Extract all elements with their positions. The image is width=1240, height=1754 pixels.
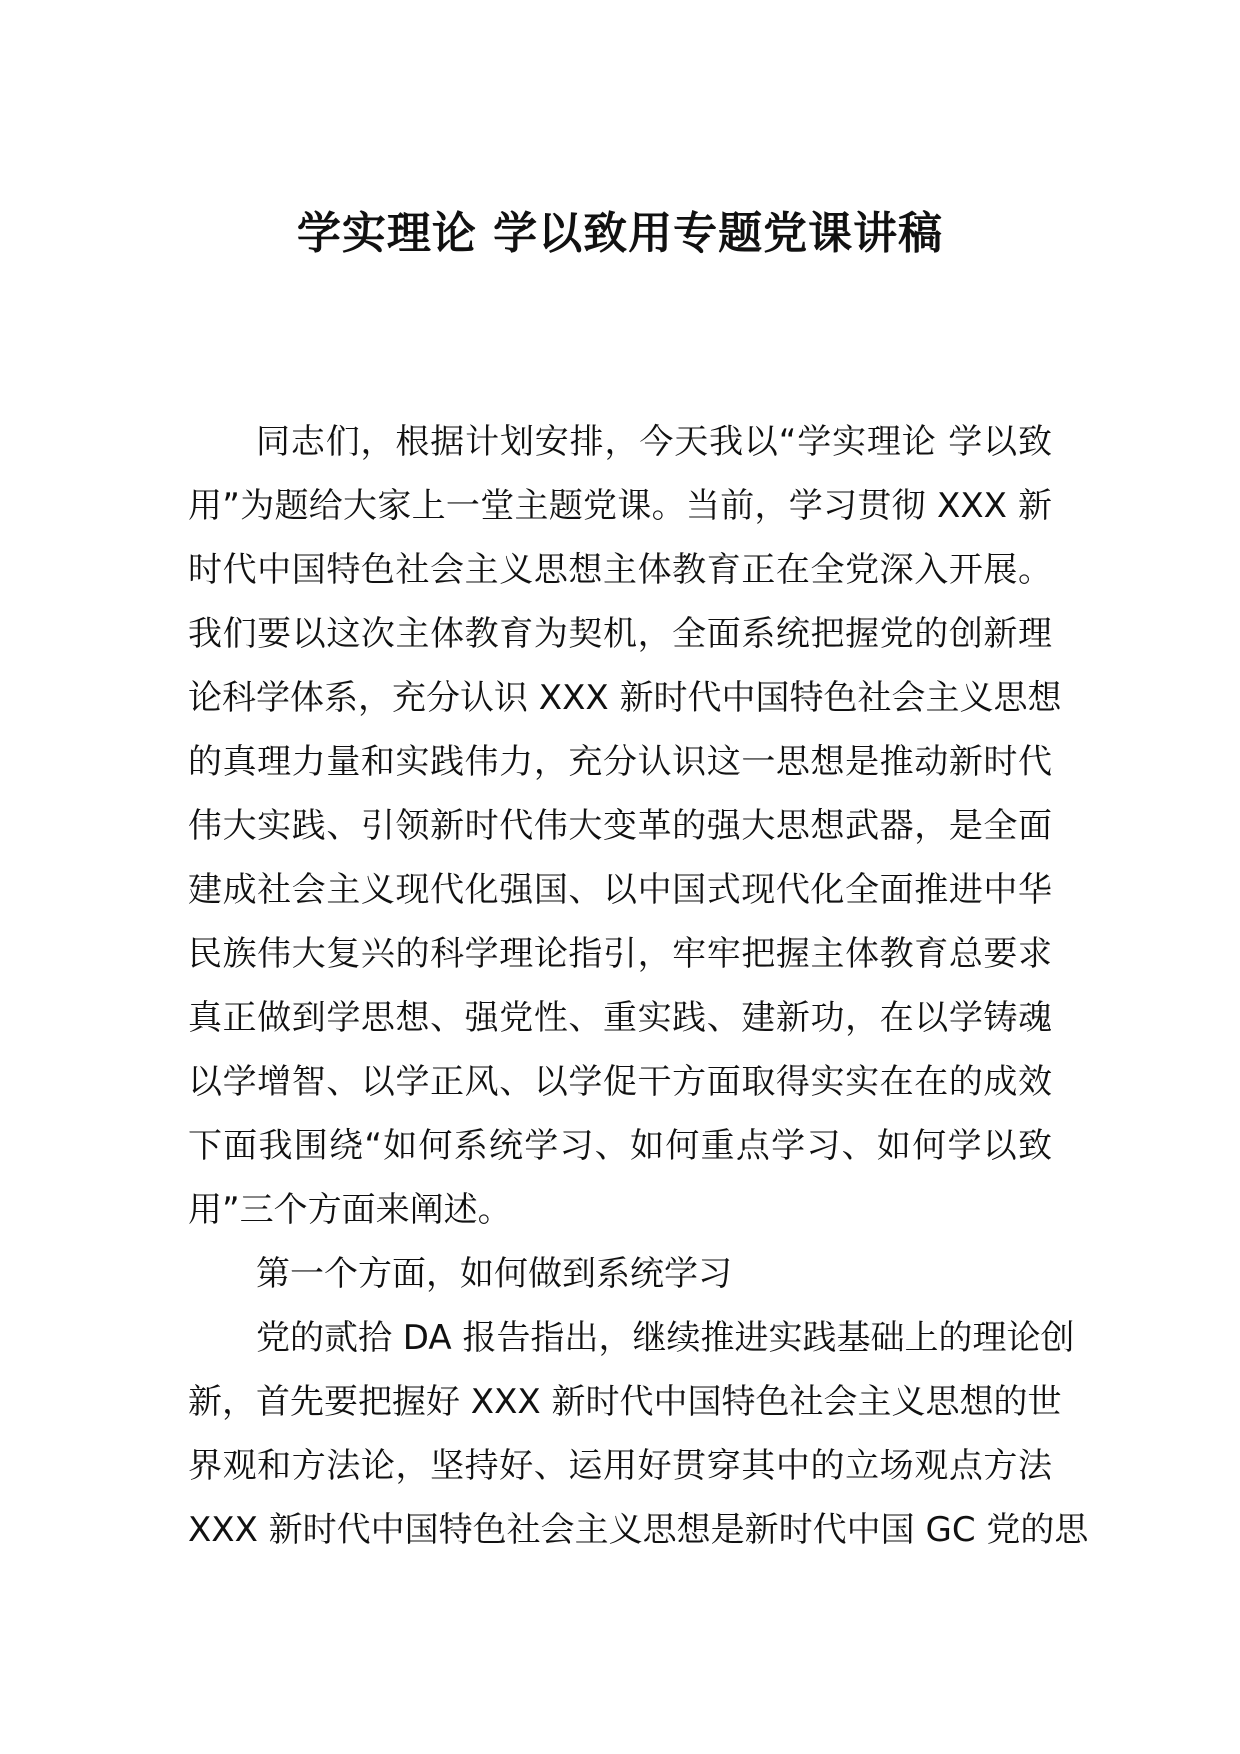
paragraph-line: XXX 新时代中国特色社会主义思想是新时代中国 GC 党的思 [188, 1510, 1089, 1550]
paragraph-line: 时代中国特色社会主义思想主体教育正在全党深入开展。 [188, 550, 1052, 590]
paragraph-line: 同志们，根据计划安排，今天我以“学实理论 学以致 [256, 422, 1052, 462]
paragraph-line: 下面我围绕“如何系统学习、如何重点学习、如何学以致 [188, 1126, 1052, 1166]
paragraph-line: 新，首先要把握好 XXX 新时代中国特色社会主义思想的世 [188, 1382, 1062, 1422]
paragraph-line: 党的贰拾 DA 报告指出，继续推进实践基础上的理论创 [256, 1318, 1075, 1358]
paragraph-line: 用”为题给大家上一堂主题党课。当前，学习贯彻 XXX 新 [188, 486, 1052, 526]
paragraph-line: 民族伟大复兴的科学理论指引，牢牢把握主体教育总要求 [188, 934, 1052, 974]
paragraph-line: 用”三个方面来阐述。 [188, 1190, 512, 1230]
paragraph-line: 真正做到学思想、强党性、重实践、建新功，在以学铸魂 [188, 998, 1052, 1038]
document-title: 学实理论 学以致用专题党课讲稿 [296, 208, 944, 259]
paragraph-line: 以学增智、以学正风、以学促干方面取得实实在在的成效 [188, 1062, 1052, 1102]
paragraph-line: 建成社会主义现代化强国、以中国式现代化全面推进中华 [188, 870, 1052, 910]
paragraph-line: 的真理力量和实践伟力，充分认识这一思想是推动新时代 [188, 742, 1052, 782]
paragraph-line: 我们要以这次主体教育为契机，全面系统把握党的创新理 [188, 614, 1052, 654]
section-heading: 第一个方面，如何做到系统学习 [256, 1254, 732, 1294]
paragraph-line: 论科学体系，充分认识 XXX 新时代中国特色社会主义思想 [188, 678, 1062, 718]
paragraph-line: 界观和方法论，坚持好、运用好贯穿其中的立场观点方法 [188, 1446, 1052, 1486]
paragraph-line: 伟大实践、引领新时代伟大变革的强大思想武器，是全面 [188, 806, 1052, 846]
